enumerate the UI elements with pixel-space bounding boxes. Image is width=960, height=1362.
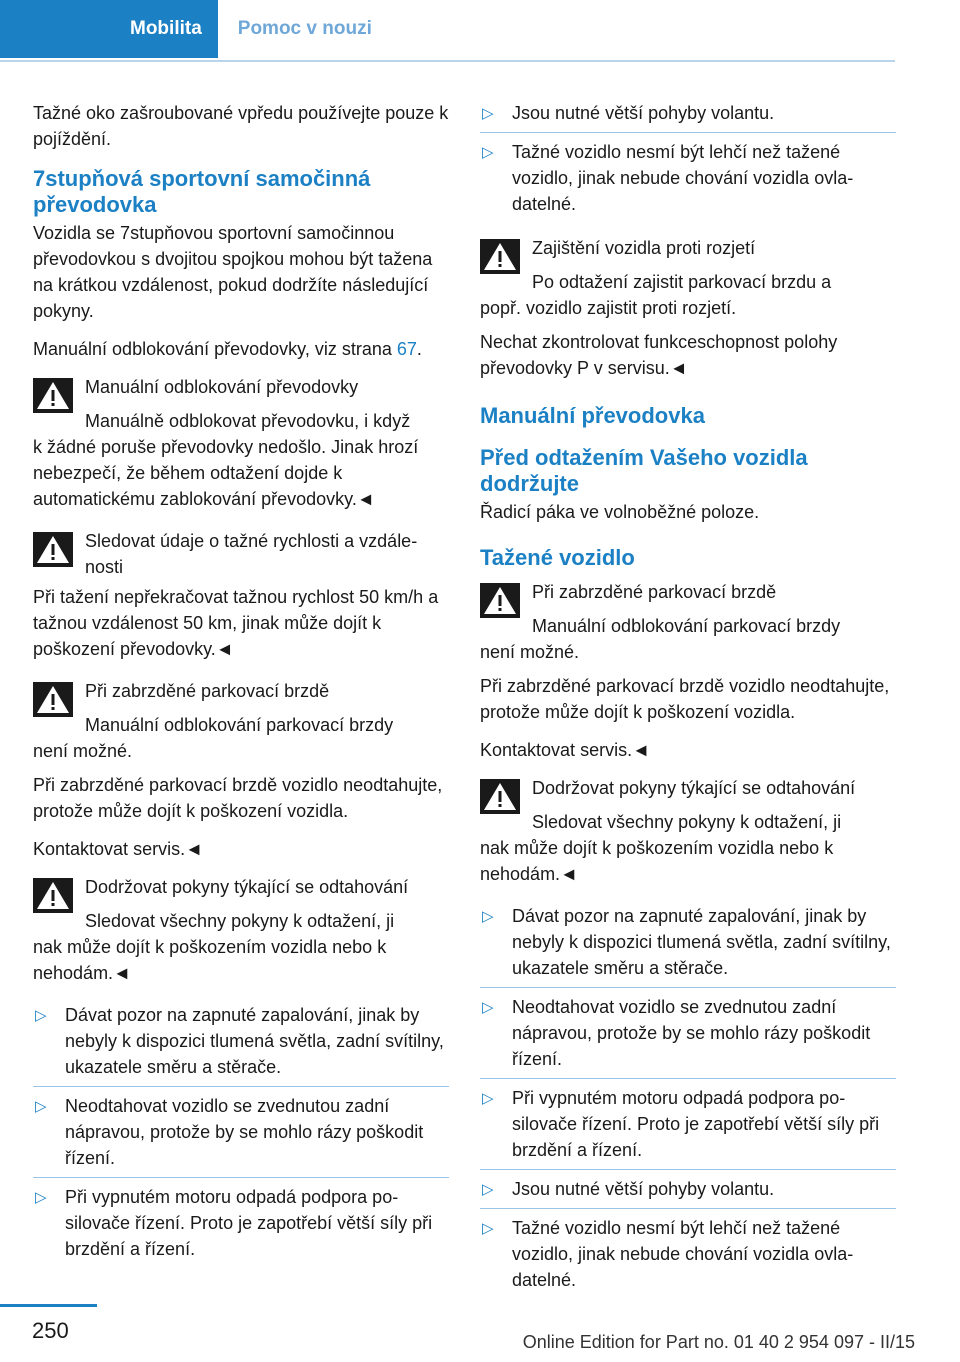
warning-towing-instructions (480, 775, 896, 887)
warning-body-first: Po odtažení zajistit parkovací brzdu a (532, 272, 832, 292)
triangle-bullet-icon: ▷ (482, 1090, 494, 1107)
warning-triangle-icon (33, 878, 73, 913)
heading-manual-transmission: Manuální převodovka (480, 403, 705, 428)
warning-title: Při zabrzděné parkovací brzdě (85, 681, 330, 701)
before-towing-paragraph: Řadicí páka ve volnoběžné poloze. (480, 502, 760, 522)
warning-body-rest: k žádné poruše převodovky nedošlo. Jinak hrozí nebezpečí, že během odtažení dojde k automatickému zablokování převodovky.◄ (33, 437, 419, 509)
heading-before-towing: Před odtažením Vašeho vozidla dodržujte (480, 445, 808, 496)
page-number-bar (0, 1304, 97, 1307)
warning-triangle-icon (33, 532, 73, 567)
triangle-bullet-icon: ▷ (482, 105, 494, 122)
heading-sport-transmission: 7stupňová sportovní samočinná převodovka (33, 166, 371, 217)
intro-paragraph: Tažné oko zašroubované vpředu používejte pouze k pojíždění. (33, 103, 449, 149)
list-item: ▷ Jsou nutné větší pohyby volantu. (480, 1176, 896, 1209)
warning-body-rest: není možné. (33, 741, 133, 761)
warning-title: Manuální odblokování převodovky (85, 377, 359, 397)
triangle-bullet-icon: ▷ (482, 1220, 494, 1237)
list-item: ▷ Dávat pozor na zapnuté zapalování, jinak by nebyly k dispozici tlumená světla, zadní svítilny, ukazatele směru a stěrače. (33, 1002, 449, 1087)
warning-title: Sledovat údaje o tažné rychlosti a vzdálenosti (85, 531, 418, 577)
right-bullet-list-top (480, 100, 896, 223)
list-item: ▷ Dávat pozor na zapnuté zapalování, jinak by nebyly k dispozici tlumená světla, zadní svítilny, ukazatele směru a stěrače. (480, 903, 896, 988)
list-item: ▷ Jsou nutné větší pohyby volantu. (480, 100, 896, 133)
triangle-bullet-icon: ▷ (482, 908, 494, 925)
left-bullet-list (33, 1002, 449, 1268)
warning-paragraph: Kontaktovat servis.◄ (480, 740, 650, 760)
list-item: ▷ Tažné vozidlo nesmí být lehčí než tažené vozidlo, jinak nebude chování vozidla ovladatelné. (482, 142, 854, 214)
warning-paragraph: Při zabrzděné parkovací brzdě vozidlo neodtahujte, protože může dojít k poškození vozidla. (33, 775, 443, 821)
warning-title: Dodržovat pokyny týkající se odtahování (532, 778, 856, 798)
warning-body-first: Sledovat všechny pokyny k odtažení, ji (85, 911, 395, 931)
warning-towing-speed (33, 528, 449, 662)
warning-paragraph: Nechat zkontrolovat funkceschopnost polohy převodovky P v servisu.◄ (480, 332, 838, 378)
page-link-67[interactable]: 67 (396, 339, 417, 359)
warning-title: Dodržovat pokyny týkající se odtahování (85, 877, 409, 897)
list-item: ▷ Neodtahovat vozidlo se zvednutou zadní nápravou, protože by se mohlo rázy poškodit řízení. (480, 994, 896, 1079)
list-item: ▷ Neodtahovat vozidlo se zvednutou zadní nápravou, protože by se mohlo rázy poškodit řízení. (33, 1093, 449, 1178)
warning-towing-instructions (33, 874, 449, 986)
tab-pomoc-v-nouzi[interactable]: Pomoc v nouzi (237, 18, 372, 39)
warning-parking-brake (480, 579, 896, 763)
header-tabs (0, 0, 392, 58)
warning-body: Při tažení nepřekračovat tažnou rychlost 50 km/h a tažnou vzdálenost 50 km, jinak může dojít k poškození převodovky.◄ (33, 587, 439, 659)
warning-title: Při zabrzděné parkovací brzdě (532, 582, 777, 602)
warning-triangle-icon (480, 779, 520, 814)
triangle-bullet-icon: ▷ (35, 1098, 47, 1115)
header-divider (0, 60, 895, 62)
heading-towed-vehicle: Tažené vozidlo (480, 545, 635, 570)
tab-mobilita[interactable]: Mobilita (0, 0, 218, 58)
triangle-bullet-icon: ▷ (482, 1181, 494, 1198)
warning-triangle-icon (480, 239, 520, 274)
page-number: 250 (32, 1318, 69, 1343)
warning-triangle-icon (33, 378, 73, 413)
manual-unlock-text: Manuální odblokování převodovky, viz strana (33, 339, 397, 359)
warning-triangle-icon (480, 583, 520, 618)
warning-paragraph: Při zabrzděné parkovací brzdě vozidlo neodtahujte, protože může dojít k poškození vozidla. (480, 676, 890, 722)
left-column (33, 100, 449, 1278)
right-bullet-list-bottom (480, 903, 896, 1299)
warning-body-rest: popř. vozidlo zajistit proti rozjetí. (480, 298, 737, 318)
warning-parking-brake (33, 678, 449, 862)
warning-body-rest: nak může dojít k poškozením vozidla nebo k nehodám.◄ (33, 937, 387, 983)
sport-transmission-paragraph: Vozidla se 7stupňovou sportovní samočinnou převodovkou s dvojitou spojkou mohou být tažena na krátkou vzdálenost, pokud dodržíte následující pokyny. (33, 223, 433, 321)
warning-manual-unlock (33, 374, 449, 512)
warning-body-first: Manuální odblokování parkovací brzdy (532, 616, 841, 636)
warning-secure-vehicle (480, 235, 896, 381)
footer-edition: Online Edition for Part no. 01 40 2 954 097 - II/15 (522, 1332, 915, 1352)
list-item: ▷ Při vypnutém motoru odpadá podpora posilovače řízení. Proto je zapotřebí větší síly při brzdění a řízení. (35, 1187, 433, 1259)
right-column (480, 100, 896, 1309)
triangle-bullet-icon: ▷ (482, 999, 494, 1016)
warning-body-first: Manuální odblokování parkovací brzdy (85, 715, 394, 735)
warning-title: Zajištění vozidla proti rozjetí (532, 238, 756, 258)
manual-unlock-end: . (416, 339, 422, 359)
warning-body-rest: nak může dojít k poškozením vozidla nebo k nehodám.◄ (480, 838, 834, 884)
triangle-bullet-icon: ▷ (482, 144, 494, 161)
warning-paragraph: Kontaktovat servis.◄ (33, 839, 203, 859)
warning-body-rest: není možné. (480, 642, 580, 662)
manual-unlock-reference (33, 336, 449, 362)
warning-body-first: Sledovat všechny pokyny k odtažení, ji (532, 812, 842, 832)
warning-body-first: Manuálně odblokovat převodovku, i když (85, 411, 411, 431)
warning-triangle-icon (33, 682, 73, 717)
triangle-bullet-icon: ▷ (35, 1189, 47, 1206)
list-item: ▷ Tažné vozidlo nesmí být lehčí než tažené vozidlo, jinak nebude chování vozidla ovladatelné. (482, 1218, 854, 1290)
list-item: ▷ Při vypnutém motoru odpadá podpora posilovače řízení. Proto je zapotřebí větší síly při brzdění a řízení. (480, 1085, 896, 1170)
triangle-bullet-icon: ▷ (35, 1007, 47, 1024)
